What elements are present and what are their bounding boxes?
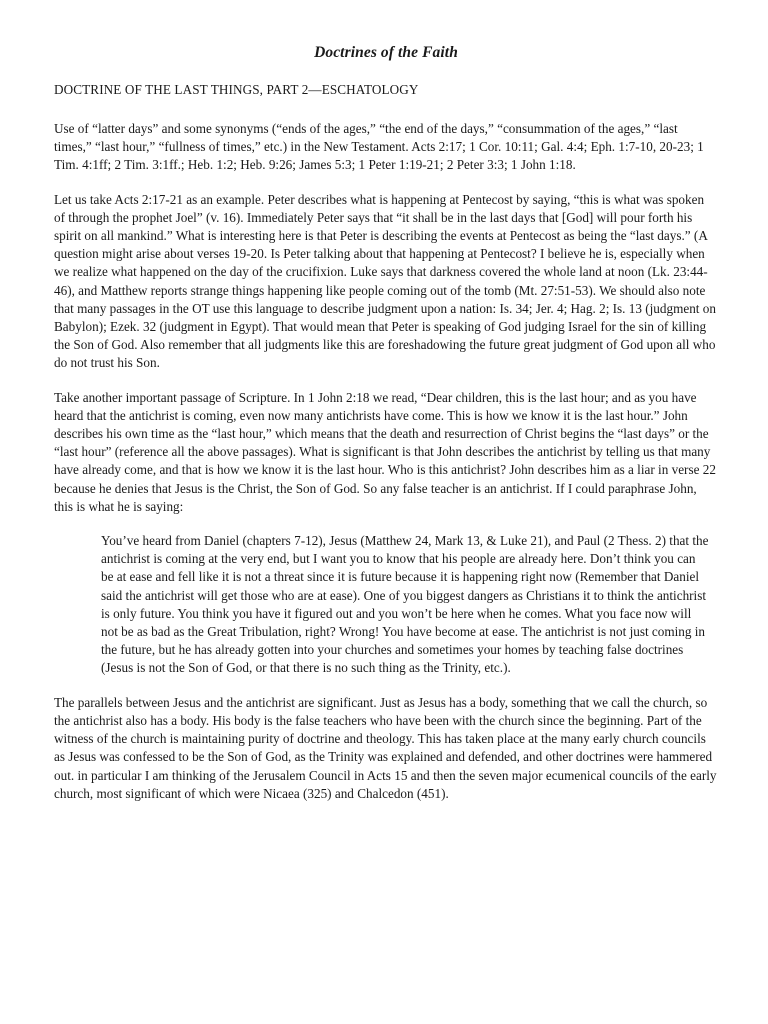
document-page: [54, 44, 718, 819]
paragraph-acts-example: Let us take Acts 2:17-21 as an example. Peter describes what is happening at Pentecost by saying, “this is what was spoken of through the prophet Joel” (v. 16). Immediately Peter says that “it shall be in the last days that [God] will pour forth his spirit on all mankind.” What is interesting here is that Peter is describing the events at Pentecost as being the “last days.” (A question might arise about verses 19-20. Is Peter talking about that happening at Pentecost? I believe he is, especially when we realize what happened on the day of the crucifixion. Luke says that darkness covered the whole land at noon (Lk. 23:44-46), and Matthew reports strange things happening like people coming out of the tomb (Mt. 27:51-53). We should also note that many passages in the OT use this language to describe judgment upon a nation: Is. 34; Jer. 4; Hag. 2; Is. 13 (judgment on Babylon); Ezek. 32 (judgment in Egypt). That would mean that Peter is speaking of God judging Israel for the sin of killing the Son of God. Also remember that all judgments like this are foreshadowing the future great judgment of God upon all who do not trust his Son.: [54, 191, 716, 371]
paragraph-synonyms: Use of “latter days” and some synonyms (“ends of the ages,” “the end of the days,” “consummation of the ages,” “last times,” “last hour,” “fullness of times,” etc.) in the New Testament. Acts 2:17; 1 Cor. 10:11; Gal. 4:4; Eph. 1:7-10, 20-23; 1 Tim. 4:1ff; 2 Tim. 3:1ff.; Heb. 1:2; Heb. 9:26; James 5:3; 1 Peter 1:19-21; 2 Peter 3:3; 1 John 1:18.: [54, 121, 704, 173]
section-heading: DOCTRINE OF THE LAST THINGS, PART 2—ESCHATOLOGY: [54, 82, 419, 97]
paragraph-1-john: Take another important passage of Scripture. In 1 John 2:18 we read, “Dear children, this is the last hour; and as you have heard that the antichrist is coming, even now many antichrists have come. This is how we know it is the last hour.” John describes his own time as the “last hour,” which means that the death and resurrection of Christ begins the “last days” or the “last hour” (reference all the above passages). What is significant is that John describes the antichrist by telling us that many have already come, and that is how we know it is the last hour. Who is this antichrist? John describes him as a liar in verse 22 because he denies that Jesus is the Christ, the Son of God. So any false teacher is an antichrist. If I could paraphrase John, this is what he is saying:: [54, 389, 716, 514]
paraphrase-block-quote: You’ve heard from Daniel (chapters 7-12), Jesus (Matthew 24, Mark 13, & Luke 21), and Paul (2 Thess. 2) that the antichrist is coming at the very end, but I want you to know that his people are already here. Don’t think you can be at ease and fell like it is not a threat since it is future because it is happening right now (Remember that Daniel said the antichrist will get those who are at ease). One of you biggest dangers as Christians it to think the antichrist is only future. You think you have it figured out and you won’t be here when he comes. What you face now will not be as bad as the Great Tribulation, right? Wrong! You have become at ease. The antichrist is not just coming in the future, but he has already gotten into your churches and sometimes your homes by teaching false doctrines (Jesus is not the Son of God, or that there is no such thing as the Trinity, etc.).: [101, 533, 709, 676]
document-title: Doctrines of the Faith: [314, 44, 458, 61]
paragraph-parallels: The parallels between Jesus and the antichrist are significant. Just as Jesus has a body, something that we call the church, so the antichrist also has a body. His body is the false teachers who have been with the church since the beginning. Part of the witness of the church is maintaining purity of doctrine and theology. This has taken place at the many early church councils as Jesus was confessed to be the Son of God, as the Trinity was explained and defended, and other doctrines were hammered out. in particular I am thinking of the Jerusalem Council in Acts 15 and then the seven major ecumenical councils of the early church, most significant of which were Nicaea (325) and Chalcedon (451).: [54, 694, 717, 801]
